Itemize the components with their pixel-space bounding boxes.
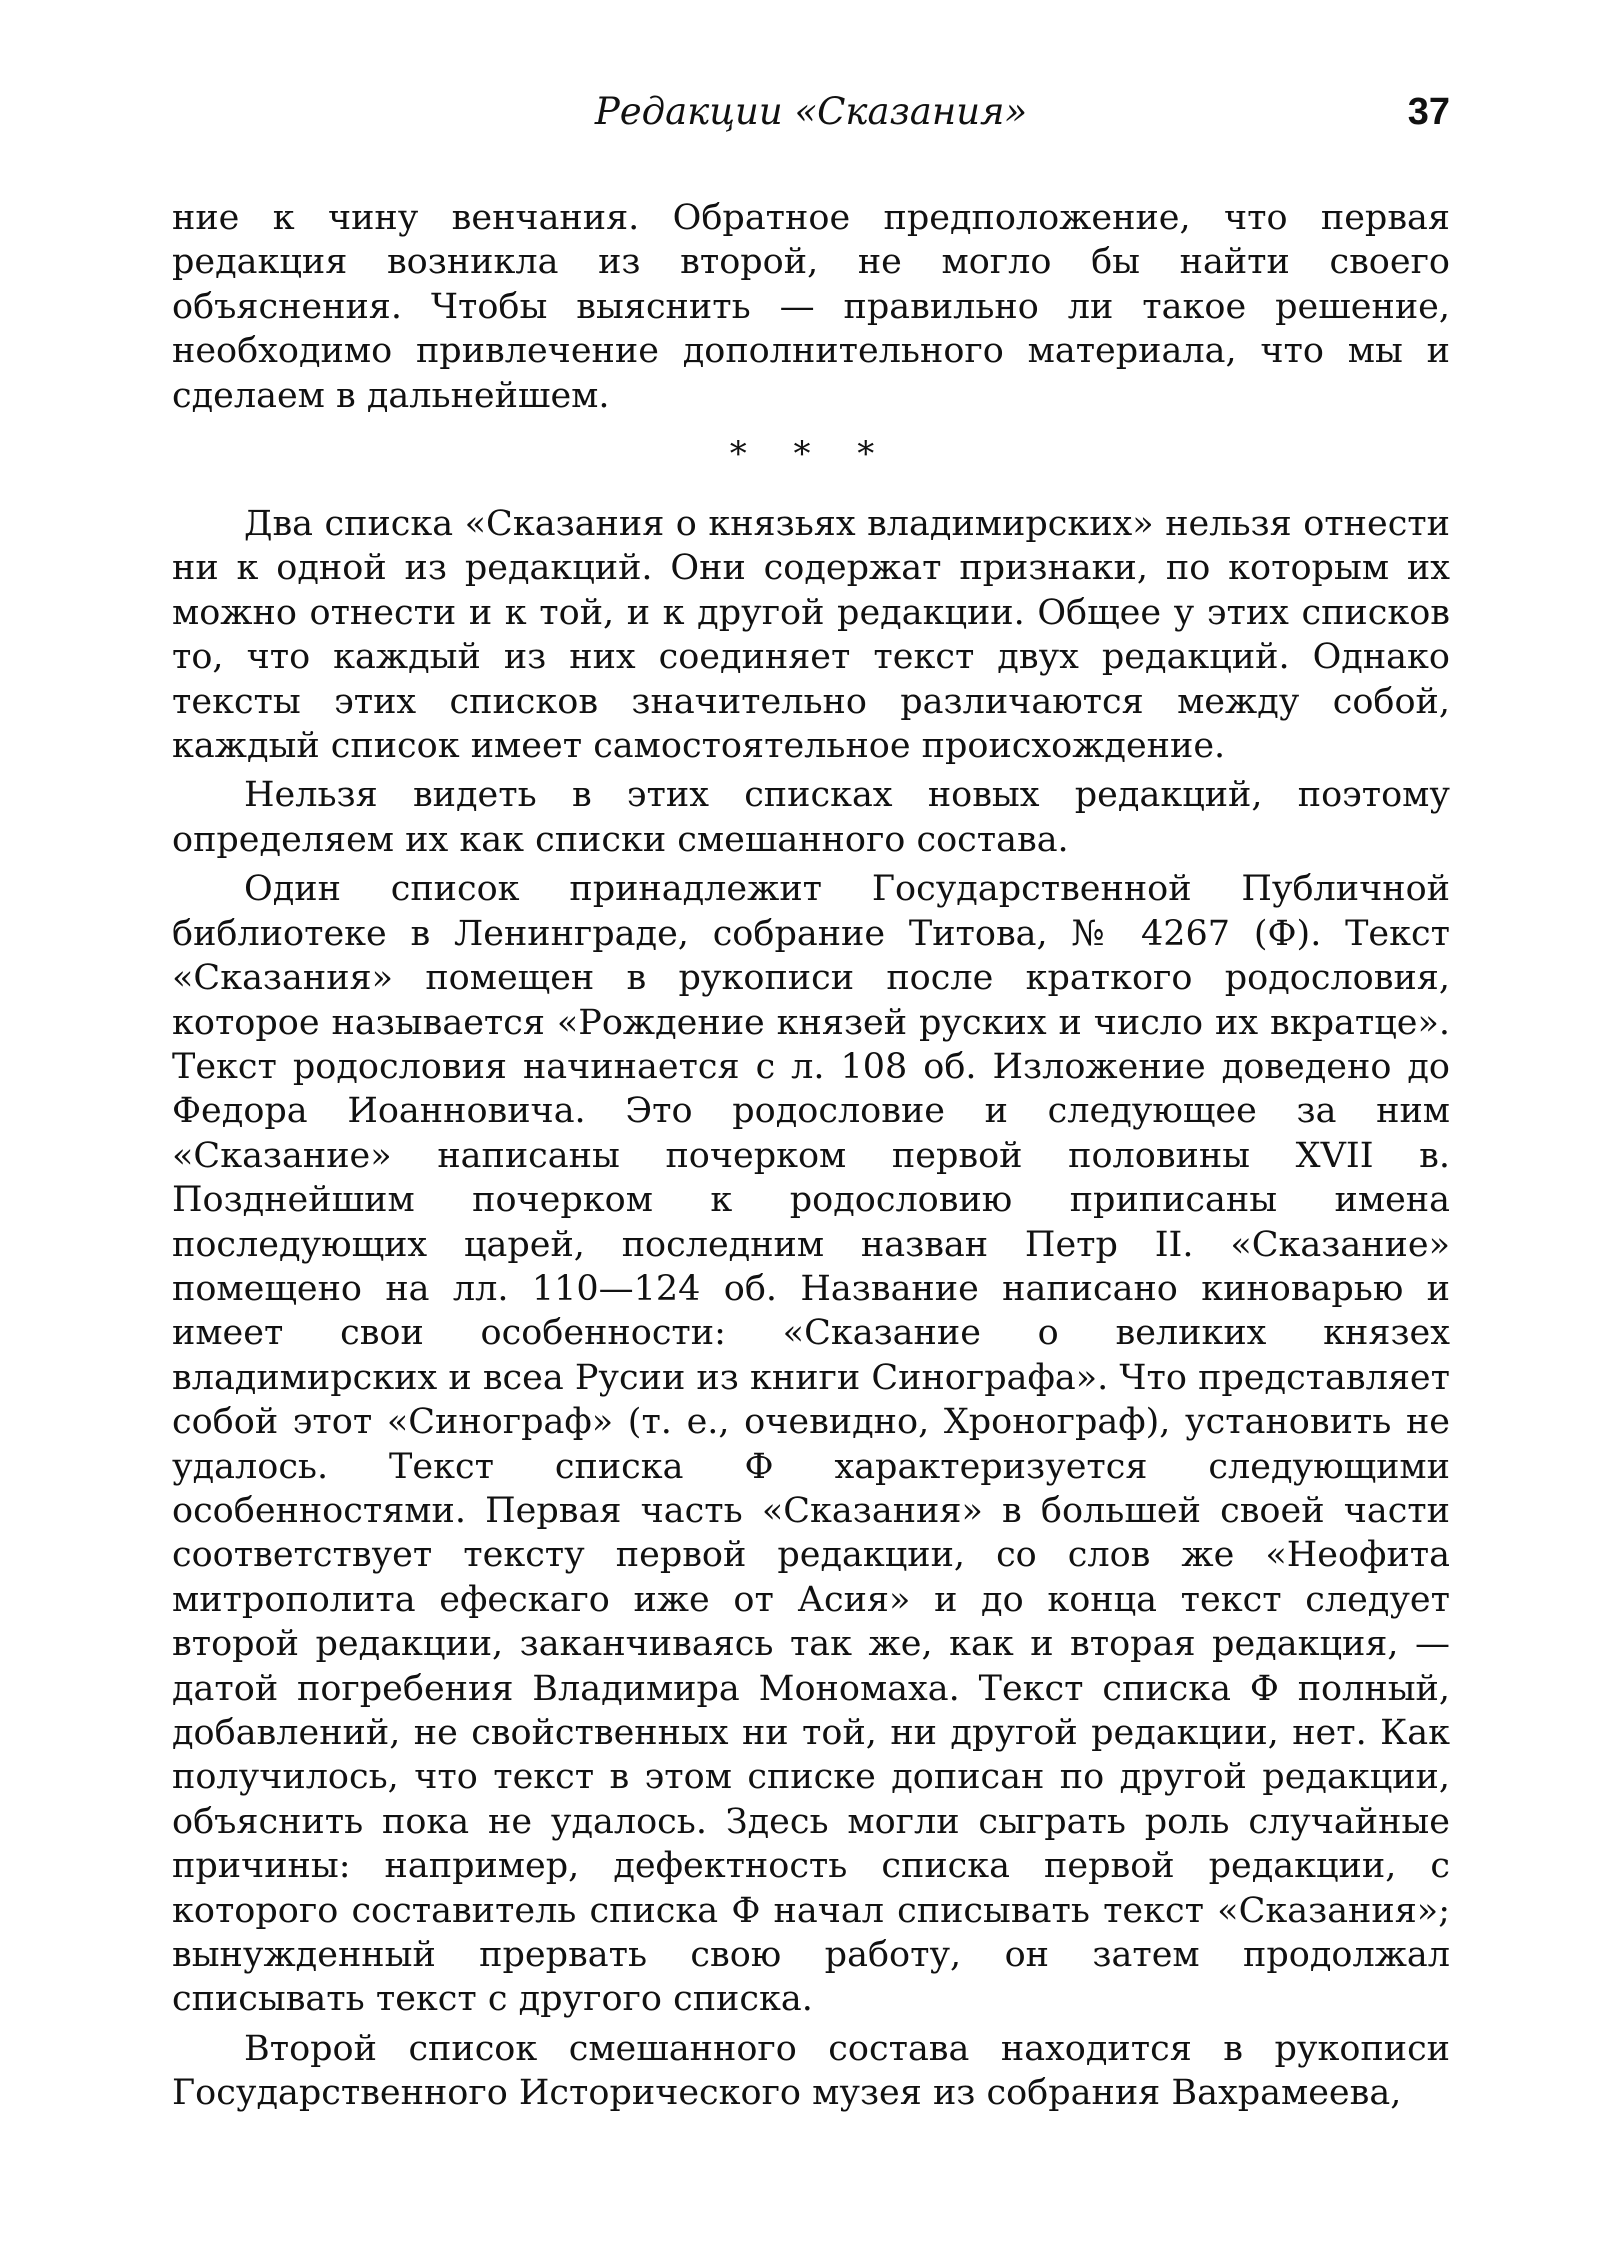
running-title: Редакции «Сказания» xyxy=(594,90,1028,133)
page-number: 37 xyxy=(1407,91,1450,133)
page-header xyxy=(172,82,1450,142)
paragraph-mixed-composition: Нельзя видеть в этих списках новых редакций, поэтому определяем их как списки смешанного состава. xyxy=(172,775,1450,860)
paragraph-two-lists: Два списка «Сказания о князьях владимирских» нельзя отнести ни к одной из редакций. Они содержат признаки, по которым их можно отнести и к той, и к другой редакции. Общее у этих списков то, что каждый из них соединяет текст двух редакций. Однако тексты этих списков значительно различаются между собой, каждый список имеет самостоятельное происхождение. xyxy=(172,504,1450,767)
section-separator: * * * xyxy=(729,434,893,475)
paragraph-first-list: Один список принадлежит Государственной Публичной библиотеке в Ленинграде, собрание Титова, № 4267 (Ф). Текст «Сказания» помещен в рукописи после краткого родословия, которое называется «Рождение князей руских и число их вкратце». Текст родословия начинается с л. 108 об. Изложение доведено до Федора Иоанновича. Это родословие и следующее за ним «Сказание» написаны почерком первой половины XVII в. Позднейшим почерком к родословию приписаны имена последующих царей, последним назван Петр II. «Сказание» помещено на лл. 110—124 об. Название написано киноварью и имеет свои особенности: «Сказание о великих князех владимирских и всеа Русии из книги Синографа». Что представляет собой этот «Синограф» (т. е., очевидно, Хронограф), установить не удалось. Текст списка Ф характеризуется следующими особенностями. Первая часть «Сказания» в большей своей части соответствует тексту первой редакции, со слов же «Неофита митрополита ефескаго иже от Асия» и до конца текст следует второй редакции, заканчиваясь так же, как и вторая редакция, — датой погребения Владимира Мономаха. Текст списка Ф полный, добавлений, не свойственных ни той, ни другой редакции, нет. Как получилось, что текст в этом списке дописан по другой редакции, объяснить пока не удалось. Здесь могли сыграть роль случайные причины: например, дефектность списка первой редакции, с которого составитель списка Ф начал списывать текст «Сказания»; вынужденный прервать свою работу, он затем продолжал списывать текст с другого списка. xyxy=(172,869,1450,2020)
paragraph-second-list: Второй список смешанного состава находится в рукописи Государственного Исторического музея из собрания Вахрамеева, xyxy=(172,2028,1450,2114)
paragraph-continuation: ние к чину венчания. Обратное предположение, что первая редакция возникла из второй, не могло бы найти своего объяснения. Чтобы выяснить — правильно ли такое решение, необходимо привлечение дополнительного материала, что мы и сделаем в дальнейшем. xyxy=(172,198,1450,416)
body-text xyxy=(172,196,1450,2121)
